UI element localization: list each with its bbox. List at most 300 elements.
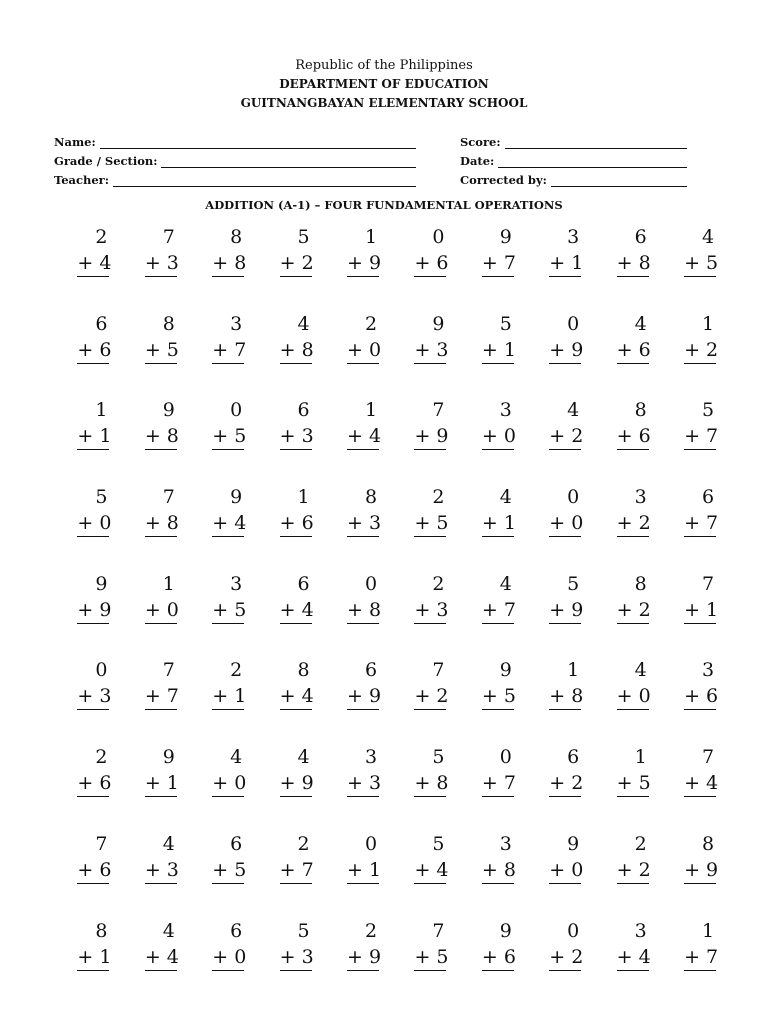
plus-sign: + — [684, 425, 707, 448]
addition-problem[interactable] — [663, 744, 730, 831]
addend-bottom — [549, 857, 584, 884]
plus-sign: + — [347, 338, 369, 361]
plus-sign: + — [549, 425, 572, 448]
addition-problem[interactable] — [191, 918, 258, 1005]
addend-bottom-value: 8 — [638, 252, 651, 274]
addend-bottom-value: 4 — [166, 945, 179, 968]
addend-bottom-value: 2 — [638, 598, 651, 621]
problem-row — [56, 571, 730, 658]
addition-problem[interactable] — [56, 397, 123, 484]
addend-bottom — [347, 857, 382, 884]
addend-bottom — [212, 597, 247, 624]
addend-bottom — [684, 683, 719, 710]
addend-bottom-value: 7 — [503, 252, 516, 274]
addition-problem[interactable] — [56, 831, 123, 918]
problem-row — [56, 744, 730, 831]
addend-top: 7 — [701, 746, 715, 769]
addend-bottom-value: 7 — [706, 945, 719, 968]
problem-box — [414, 831, 449, 918]
addend-top: 4 — [297, 746, 310, 769]
plus-sign: + — [279, 252, 302, 274]
problem-box — [77, 484, 112, 571]
addition-problem[interactable] — [393, 744, 460, 831]
addition-problem[interactable] — [56, 311, 123, 398]
addition-problem[interactable] — [56, 571, 123, 658]
addition-problem[interactable] — [460, 744, 527, 831]
addition-problem[interactable] — [326, 484, 393, 571]
plus-sign: + — [616, 858, 639, 881]
plus-sign: + — [684, 512, 707, 535]
addend-bottom — [684, 770, 719, 797]
addition-problem[interactable] — [663, 311, 730, 398]
addend-top: 0 — [567, 486, 580, 509]
addition-problem[interactable] — [191, 484, 258, 571]
addend-bottom — [212, 423, 247, 450]
addition-problem[interactable] — [56, 918, 123, 1005]
addend-top: 1 — [634, 746, 647, 769]
addend-bottom — [414, 683, 449, 710]
addend-bottom-value: 4 — [436, 858, 449, 881]
addition-problem[interactable] — [663, 484, 730, 571]
problem-row — [56, 831, 730, 918]
addition-problem[interactable] — [191, 571, 258, 658]
addition-problem[interactable] — [258, 571, 325, 658]
plus-sign: + — [616, 252, 639, 274]
addition-problem[interactable] — [460, 397, 527, 484]
addend-bottom — [145, 597, 177, 624]
plus-sign: + — [481, 512, 504, 535]
addition-problem[interactable] — [595, 744, 662, 831]
addend-bottom-value: 3 — [436, 598, 449, 621]
addend-bottom-value: 4 — [638, 945, 651, 968]
addend-bottom-value: 2 — [571, 425, 584, 448]
addend-bottom — [482, 770, 514, 797]
problem-box — [77, 918, 112, 1005]
plus-sign: + — [77, 772, 100, 795]
problem-box — [77, 397, 112, 484]
addition-problem[interactable] — [123, 484, 190, 571]
addition-problem[interactable] — [528, 918, 595, 1005]
plus-sign: + — [212, 252, 235, 274]
addition-problem[interactable] — [123, 571, 190, 658]
addition-problem[interactable] — [123, 397, 190, 484]
addition-problem[interactable] — [460, 571, 527, 658]
addend-bottom-value: 4 — [301, 598, 314, 621]
addend-bottom — [482, 857, 514, 884]
addition-problem[interactable] — [258, 484, 325, 571]
addition-problem[interactable] — [393, 484, 460, 571]
addend-top: 2 — [230, 659, 243, 682]
addend-top: 9 — [499, 919, 512, 942]
addend-bottom — [617, 597, 649, 624]
addend-top: 3 — [499, 399, 512, 422]
addition-problem[interactable] — [393, 657, 460, 744]
addend-bottom — [684, 944, 719, 971]
problem-box — [617, 311, 649, 398]
problem-box — [482, 831, 514, 918]
addition-problem[interactable] — [595, 657, 662, 744]
addend-bottom-value: 2 — [436, 685, 449, 708]
addend-top: 0 — [95, 659, 108, 682]
addend-bottom — [77, 337, 112, 364]
addition-problem[interactable] — [191, 397, 258, 484]
addend-bottom-value: 7 — [234, 338, 247, 361]
corrected-by-label: Corrected by: — [460, 173, 547, 187]
addition-problem[interactable] — [460, 484, 527, 571]
addition-problem[interactable] — [663, 918, 730, 1005]
addition-problem[interactable] — [326, 918, 393, 1005]
addend-bottom — [280, 944, 312, 971]
addend-bottom-value: 0 — [369, 338, 382, 361]
problem-box — [549, 571, 584, 658]
plus-sign: + — [212, 512, 235, 535]
plus-sign: + — [616, 772, 639, 795]
addition-problem[interactable] — [663, 571, 730, 658]
addend-bottom-value: 5 — [234, 425, 247, 448]
addition-problem[interactable] — [326, 657, 393, 744]
addition-problem[interactable] — [326, 311, 393, 398]
plus-sign: + — [77, 512, 100, 535]
addend-top: 4 — [634, 312, 647, 335]
corrected-by-field[interactable] — [460, 171, 687, 187]
addend-top: 2 — [634, 832, 647, 855]
addition-problem[interactable] — [326, 831, 393, 918]
addend-bottom — [414, 510, 449, 537]
corrected-by-blank[interactable] — [551, 173, 687, 187]
addition-problem[interactable] — [258, 311, 325, 398]
addend-bottom — [145, 510, 177, 537]
problem-box — [684, 224, 719, 311]
plus-sign: + — [279, 685, 302, 708]
addend-top: 5 — [297, 226, 310, 248]
addition-problem[interactable] — [528, 831, 595, 918]
addition-problem[interactable] — [393, 918, 460, 1005]
addend-bottom — [347, 683, 382, 710]
addition-problem[interactable] — [123, 918, 190, 1005]
addend-bottom — [347, 597, 382, 624]
problem-box — [280, 657, 312, 744]
problem-row — [56, 311, 730, 398]
addition-problem[interactable] — [663, 397, 730, 484]
plus-sign: + — [212, 772, 235, 795]
addend-bottom-value: 8 — [234, 252, 247, 274]
addend-top: 3 — [364, 746, 378, 769]
addend-top: 2 — [432, 572, 445, 595]
addend-bottom-value: 2 — [706, 338, 719, 361]
addend-bottom-value: 6 — [638, 338, 651, 361]
addend-top: 5 — [432, 832, 445, 855]
addend-bottom — [145, 250, 177, 277]
addition-problem[interactable] — [528, 657, 595, 744]
problem-box — [482, 311, 514, 398]
addition-problem[interactable] — [663, 224, 730, 311]
plus-sign: + — [414, 945, 437, 968]
addend-bottom — [145, 683, 177, 710]
problem-box — [617, 744, 649, 831]
addend-top: 9 — [95, 572, 108, 595]
score-label: Score: — [460, 135, 501, 149]
plus-sign: + — [616, 425, 639, 448]
addend-bottom-value: 9 — [706, 858, 719, 881]
addend-bottom — [684, 250, 719, 277]
addition-problem[interactable] — [595, 311, 662, 398]
addend-top: 0 — [567, 919, 580, 942]
addend-bottom — [280, 683, 312, 710]
addend-bottom-value: 6 — [638, 425, 651, 448]
problem-box — [280, 571, 312, 658]
addition-problem[interactable] — [258, 224, 325, 311]
addend-bottom-value: 7 — [503, 598, 516, 621]
problem-box — [212, 484, 247, 571]
addend-bottom — [617, 683, 649, 710]
addition-problem[interactable] — [528, 484, 595, 571]
plus-sign: + — [549, 512, 572, 535]
problem-box — [414, 918, 449, 1005]
addition-problem[interactable] — [663, 831, 730, 918]
addend-bottom-value: 8 — [166, 425, 179, 448]
addend-top: 0 — [364, 572, 378, 595]
problem-box — [347, 311, 382, 398]
addend-top: 5 — [567, 572, 580, 595]
plus-sign: + — [616, 945, 639, 968]
plus-sign: + — [144, 858, 167, 881]
addition-problem[interactable] — [460, 657, 527, 744]
addition-problem[interactable] — [393, 571, 460, 658]
problem-box — [549, 484, 584, 571]
plus-sign: + — [144, 598, 167, 621]
addition-problem[interactable] — [56, 657, 123, 744]
addend-top: 6 — [297, 572, 310, 595]
plus-sign: + — [549, 252, 572, 274]
addend-top: 8 — [701, 832, 715, 855]
addend-bottom-value: 3 — [436, 338, 449, 361]
addend-bottom — [414, 597, 449, 624]
plus-sign: + — [347, 945, 369, 968]
addend-top: 2 — [95, 226, 108, 248]
addition-problem[interactable] — [595, 484, 662, 571]
teacher-field[interactable] — [54, 171, 416, 187]
addition-problem[interactable] — [123, 744, 190, 831]
problem-box — [684, 571, 719, 658]
addend-bottom-value: 5 — [706, 252, 719, 274]
addend-bottom-value: 3 — [301, 945, 314, 968]
addend-top: 2 — [432, 486, 445, 509]
name-field[interactable] — [54, 133, 416, 149]
problem-box — [347, 831, 382, 918]
plus-sign: + — [414, 858, 437, 881]
addition-problem[interactable] — [595, 831, 662, 918]
problem-box — [347, 657, 382, 744]
addition-problem[interactable] — [460, 224, 527, 311]
plus-sign: + — [684, 772, 707, 795]
addition-problem[interactable] — [393, 224, 460, 311]
addition-problem[interactable] — [393, 831, 460, 918]
plus-sign: + — [616, 598, 639, 621]
plus-sign: + — [347, 252, 369, 274]
addend-bottom — [77, 770, 112, 797]
problem-box — [414, 657, 449, 744]
addition-problem[interactable] — [56, 744, 123, 831]
addition-problem[interactable] — [56, 224, 123, 311]
addend-top: 8 — [95, 919, 108, 942]
problem-box — [482, 571, 514, 658]
addend-bottom-value: 0 — [234, 772, 247, 795]
addend-bottom-value: 6 — [706, 685, 719, 708]
addend-top: 7 — [432, 399, 445, 422]
addend-bottom — [212, 510, 247, 537]
addition-problem[interactable] — [326, 571, 393, 658]
addend-bottom-value: 2 — [638, 512, 651, 535]
addition-problem[interactable] — [123, 224, 190, 311]
problem-box — [549, 744, 584, 831]
addend-bottom — [212, 770, 247, 797]
addition-problem[interactable] — [258, 657, 325, 744]
addition-problem[interactable] — [528, 744, 595, 831]
addend-bottom — [212, 683, 247, 710]
addition-problem[interactable] — [326, 397, 393, 484]
addition-problem[interactable] — [460, 918, 527, 1005]
addition-problem[interactable] — [663, 657, 730, 744]
addend-bottom — [549, 597, 584, 624]
addend-bottom — [347, 423, 382, 450]
addend-bottom — [280, 337, 312, 364]
date-field[interactable] — [460, 152, 687, 168]
problem-box — [414, 571, 449, 658]
addition-problem[interactable] — [528, 397, 595, 484]
addition-problem[interactable] — [528, 311, 595, 398]
problem-box — [212, 397, 247, 484]
problem-box — [617, 397, 649, 484]
problem-box — [280, 918, 312, 1005]
addend-top: 1 — [162, 572, 175, 595]
addition-problem[interactable] — [595, 571, 662, 658]
addend-top: 9 — [499, 226, 512, 248]
plus-sign: + — [414, 512, 437, 535]
plus-sign: + — [414, 425, 437, 448]
addend-top: 5 — [499, 312, 512, 335]
addition-problem[interactable] — [191, 311, 258, 398]
addend-bottom — [549, 683, 584, 710]
addend-bottom-value: 0 — [571, 512, 584, 535]
addend-top: 8 — [364, 486, 378, 509]
addend-top: 9 — [499, 659, 512, 682]
addend-bottom-value: 1 — [503, 338, 516, 361]
addition-problem[interactable] — [191, 224, 258, 311]
plus-sign: + — [212, 945, 235, 968]
addition-problem[interactable] — [460, 311, 527, 398]
addition-problem[interactable] — [56, 484, 123, 571]
addend-top: 3 — [230, 572, 243, 595]
addend-top: 6 — [567, 746, 580, 769]
addend-top: 6 — [230, 919, 243, 942]
problem-box — [347, 918, 382, 1005]
plus-sign: + — [144, 685, 167, 708]
addition-problem[interactable] — [258, 918, 325, 1005]
addition-problem[interactable] — [191, 831, 258, 918]
addition-problem[interactable] — [258, 744, 325, 831]
addend-bottom — [684, 337, 719, 364]
plus-sign: + — [481, 858, 504, 881]
addend-bottom — [280, 423, 312, 450]
plus-sign: + — [212, 685, 235, 708]
addition-problem[interactable] — [595, 918, 662, 1005]
grade-section-field[interactable] — [54, 152, 416, 168]
addend-bottom-value: 6 — [99, 338, 112, 361]
problem-box — [617, 918, 649, 1005]
name-blank[interactable] — [100, 135, 416, 149]
date-blank[interactable] — [498, 154, 687, 168]
addition-problem[interactable] — [326, 744, 393, 831]
addend-top: 3 — [499, 832, 512, 855]
problem-box — [549, 657, 584, 744]
addend-bottom-value: 8 — [503, 858, 516, 881]
addition-problem[interactable] — [595, 224, 662, 311]
addition-problem[interactable] — [326, 224, 393, 311]
addition-problem[interactable] — [460, 831, 527, 918]
problem-box — [684, 397, 719, 484]
problem-box — [549, 224, 584, 311]
plus-sign: + — [481, 685, 504, 708]
addition-problem[interactable] — [528, 571, 595, 658]
addition-problem[interactable] — [258, 397, 325, 484]
addition-problem[interactable] — [191, 657, 258, 744]
addition-problem[interactable] — [393, 397, 460, 484]
addend-top: 1 — [567, 659, 580, 682]
plus-sign: + — [684, 338, 707, 361]
addend-bottom-value: 3 — [166, 858, 179, 881]
addend-bottom-value: 9 — [99, 598, 112, 621]
addend-top: 4 — [297, 312, 310, 335]
problem-box — [145, 397, 177, 484]
addend-bottom — [414, 423, 449, 450]
addend-bottom — [482, 510, 514, 537]
addition-problem[interactable] — [258, 831, 325, 918]
problem-box — [347, 397, 382, 484]
addend-bottom — [212, 250, 247, 277]
addition-problem[interactable] — [123, 311, 190, 398]
score-field[interactable] — [460, 133, 687, 149]
plus-sign: + — [549, 685, 572, 708]
grade-section-blank[interactable] — [161, 154, 416, 168]
problem-box — [145, 918, 177, 1005]
addition-problem[interactable] — [393, 311, 460, 398]
addition-problem[interactable] — [595, 397, 662, 484]
teacher-blank[interactable] — [113, 173, 416, 187]
grade-section-label: Grade / Section: — [54, 154, 158, 168]
problem-box — [414, 484, 449, 571]
addend-bottom-value: 3 — [369, 772, 382, 795]
addition-problem[interactable] — [528, 224, 595, 311]
problem-row — [56, 657, 730, 744]
addend-bottom — [145, 770, 177, 797]
problem-box — [684, 657, 719, 744]
plus-sign: + — [347, 772, 369, 795]
problem-box — [280, 744, 312, 831]
score-blank[interactable] — [505, 135, 687, 149]
addend-top: 3 — [701, 659, 715, 682]
plus-sign: + — [549, 945, 572, 968]
addition-problem[interactable] — [123, 657, 190, 744]
addition-problem[interactable] — [123, 831, 190, 918]
addend-bottom-value: 5 — [503, 685, 516, 708]
addition-problem[interactable] — [191, 744, 258, 831]
problem-box — [482, 397, 514, 484]
problem-box — [684, 311, 719, 398]
plus-sign: + — [144, 338, 167, 361]
addend-bottom — [684, 423, 719, 450]
problem-box — [549, 397, 584, 484]
republic-line: Republic of the Philippines — [295, 58, 473, 73]
